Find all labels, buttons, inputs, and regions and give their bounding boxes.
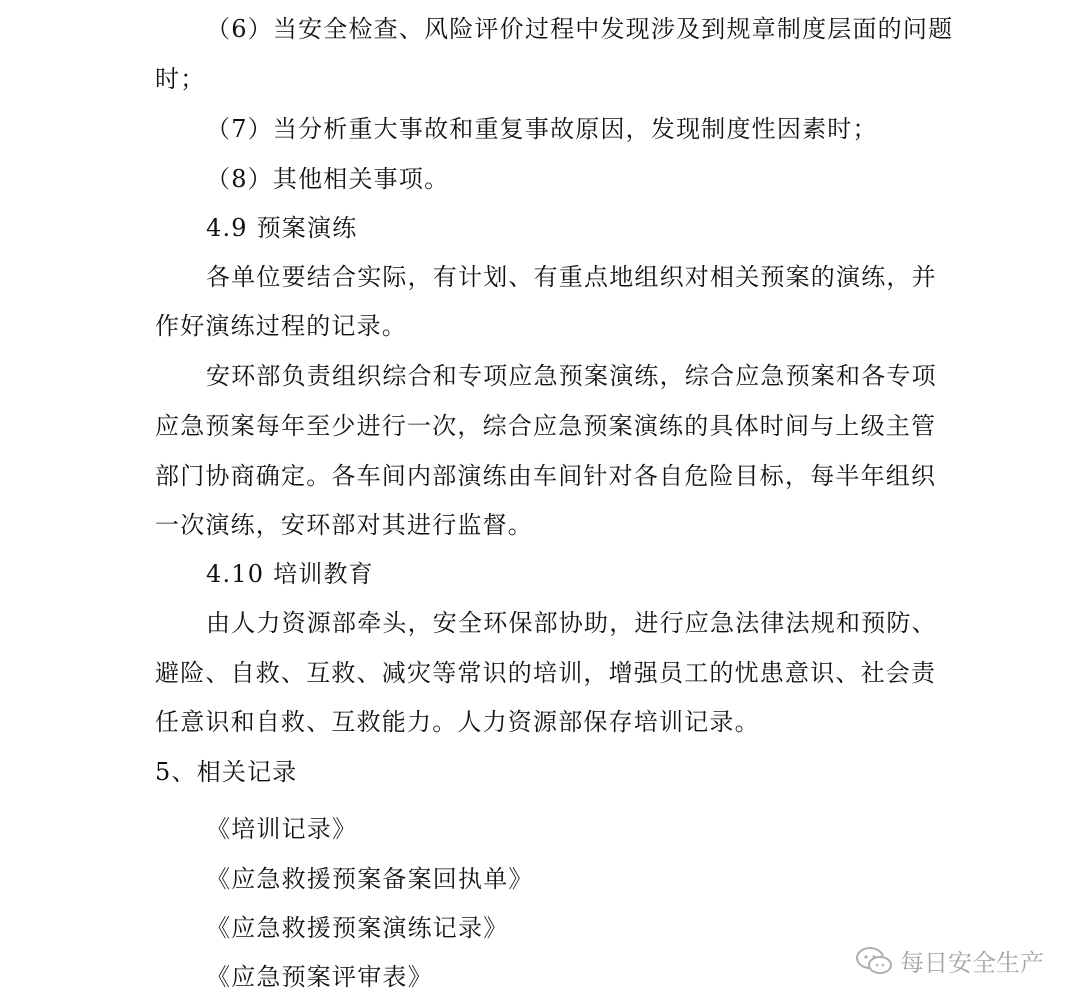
watermark-text: 每日安全生产 — [900, 949, 1044, 977]
paragraph-line: 部门协商确定。各车间内部演练由车间针对各自危险目标，每半年组织 — [155, 462, 937, 490]
record-item: 《应急救援预案备案回执单》 — [206, 865, 534, 893]
paragraph-line: 一次演练，安环部对其进行监督。 — [155, 511, 533, 539]
record-item: 《培训记录》 — [206, 815, 358, 843]
section-heading-5: 5、相关记录 — [155, 758, 298, 786]
paragraph-line: 作好演练过程的记录。 — [155, 312, 407, 340]
paragraph-line: 任意识和自救、互救能力。人力资源部保存培训记录。 — [155, 708, 760, 736]
record-item: 《应急救援预案演练记录》 — [206, 914, 509, 942]
paragraph-line: 安环部负责组织综合和专项应急预案演练，综合应急预案和各专项 — [206, 362, 937, 390]
paragraph-line: 应急预案每年至少进行一次，综合应急预案演练的具体时间与上级主管 — [155, 412, 937, 440]
list-item-8: （8）其他相关事项。 — [206, 165, 450, 193]
paragraph-line: 由人力资源部牵头，安全环保部协助，进行应急法律法规和预防、 — [206, 609, 937, 637]
list-item-6: （6）当安全检查、风险评价过程中发现涉及到规章制度层面的问题 — [206, 15, 954, 43]
list-item-7: （7）当分析重大事故和重复事故原因，发现制度性因素时； — [206, 115, 878, 143]
list-item-6-continuation: 时； — [155, 65, 206, 93]
section-heading-4-10: 4.10 培训教育 — [206, 560, 374, 588]
wechat-icon — [854, 945, 894, 977]
watermark — [854, 943, 1044, 978]
record-item: 《应急预案评审表》 — [206, 963, 433, 991]
paragraph-line: 各单位要结合实际，有计划、有重点地组织对相关预案的演练，并 — [206, 263, 937, 291]
section-heading-4-9: 4.9 预案演练 — [206, 214, 358, 242]
paragraph-line: 避险、自救、互救、减灾等常识的培训，增强员工的忧患意识、社会责 — [155, 659, 937, 687]
